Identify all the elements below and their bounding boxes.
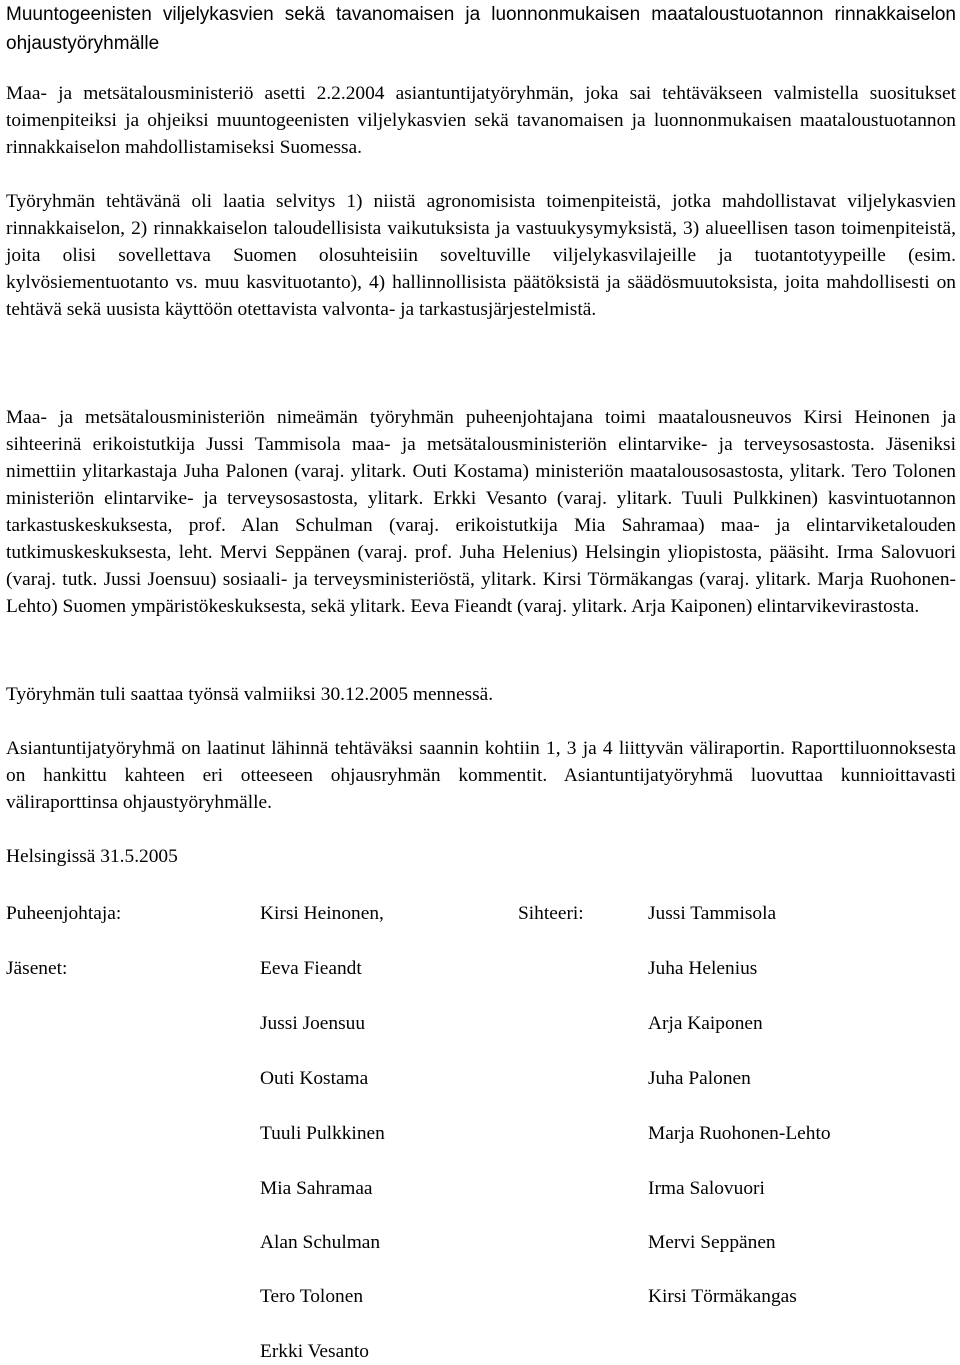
member-name: Arja Kaiponen [648,1013,763,1034]
place-date: Helsingissä 31.5.2005 [6,846,178,867]
report-paragraph: Asiantuntijatyöryhmä on laatinut lähinnä tehtäväksi saannin kohtiin 1, 3 ja 4 liittyvän väliraportin. Raporttiluonnoksesta on hankittu kahteen eri otteeseen ohjausryhmän kommentit. Asiantuntijatyöryhmä luovuttaa kunnioittavasti väliraporttinsa ohjaustyöryhmälle. [6,738,956,813]
secretary-name: Jussi Tammisola [648,903,777,924]
member-name: Mervi Seppänen [648,1232,776,1253]
document-page [6,0,956,1362]
chair-label: Puheenjohtaja: [6,903,122,924]
member-name: Eeva Fieandt [260,958,362,979]
member-name: Juha Palonen [648,1068,751,1089]
member-name: Erkki Vesanto [260,1341,369,1362]
member-name: Irma Salovuori [648,1178,765,1199]
member-name: Mia Sahramaa [260,1178,373,1199]
member-name: Outi Kostama [260,1068,369,1089]
member-name: Tero Tolonen [260,1286,364,1307]
member-name: Juha Helenius [648,958,758,979]
member-name: Alan Schulman [260,1232,381,1253]
member-name: Jussi Joensuu [260,1013,366,1034]
members-paragraph: Maa- ja metsätalousministeriön nimeämän työryhmän puheenjohtajana toimi maatalousneuvos Kirsi Heinonen ja sihteerinä erikoistutkija Jussi Tammisola maa- ja metsätalousministeriön elintarvike- ja terveysosastosta. Jäseniksi nimettiin ylitarkastaja Juha Palonen (varaj. ylitark. Outi Kostama) ministeriön maatalousosastosta, ylitark. Tero Tolonen ministeriön elintarvike- ja terveysosastosta, ylitark. Erkki Vesanto (varaj. ylitark. Tuuli Pulkkinen) kasvintuotannon tarkastuskeskuksesta, prof. Alan Schulman (varaj. erikoistutkija Mia Sahramaa) maa- ja elintarviketalouden tutkimuskeskuksesta, leht. Mervi Seppänen (varaj. prof. Juha Helenius) Helsingin yliopistosta, pääsiht. Irma Salovuori (varaj. tutk. Jussi Joensuu) sosiaali- ja terveysministeriöstä, ylitark. Kirsi Törmäkangas (varaj. ylitark. Marja Ruohonen-Lehto) Suomen ympäristökeskuksesta, sekä ylitark. Eeva Fieandt (varaj. ylitark. Arja Kaiponen) elintarvikevirastosta. [6,407,956,617]
members-label: Jäsenet: [6,958,68,979]
member-name: Marja Ruohonen-Lehto [648,1123,831,1144]
member-name: Kirsi Törmäkangas [648,1286,797,1307]
deadline-paragraph: Työryhmän tuli saattaa työnsä valmiiksi 30.12.2005 mennessä. [6,684,494,705]
intro-paragraph: Maa- ja metsätalousministeriö asetti 2.2.2004 asiantuntijatyöryhmän, joka sai tehtäväkseen valmistella suositukset toimenpiteiksi ja ohjeiksi muuntogeenisten viljelykasvien sekä tavanomaisen ja luonnonmukaisen maataloustuotannon rinnakkaiselon mahdollistamiseksi Suomessa. [6,83,956,158]
chair-name: Kirsi Heinonen, [260,903,384,924]
member-name: Tuuli Pulkkinen [260,1123,385,1144]
document-heading: Muuntogeenisten viljelykasvien sekä tavanomaisen ja luonnonmukaisen maataloustuotannon rinnakkaiselon ohjaustyöryhmälle [6,4,956,54]
secretary-label: Sihteeri: [518,903,584,924]
tasks-paragraph: Työryhmän tehtävänä oli laatia selvitys 1) niistä agronomisista toimenpiteistä, jotka mahdollistavat viljelykasvien rinnakkaiselon, 2) rinnakkaiselon taloudellisista vaikutuksista ja vastuukysymyksistä, 3) alueellisen tason toimenpiteistä, joita olisi sovellettava Suomen olosuhteisiin soveltuville viljelykasvilajeille ja tuotantotyypeille (esim. kylvösiementuotanto vs. muu kasvituotanto), 4) hallinnollisista päätöksistä ja säädösmuutoksista, joita mahdollisesti on tehtävä sekä uusista käyttöön otettavista valvonta- ja tarkastusjärjestelmistä. [6,191,956,320]
